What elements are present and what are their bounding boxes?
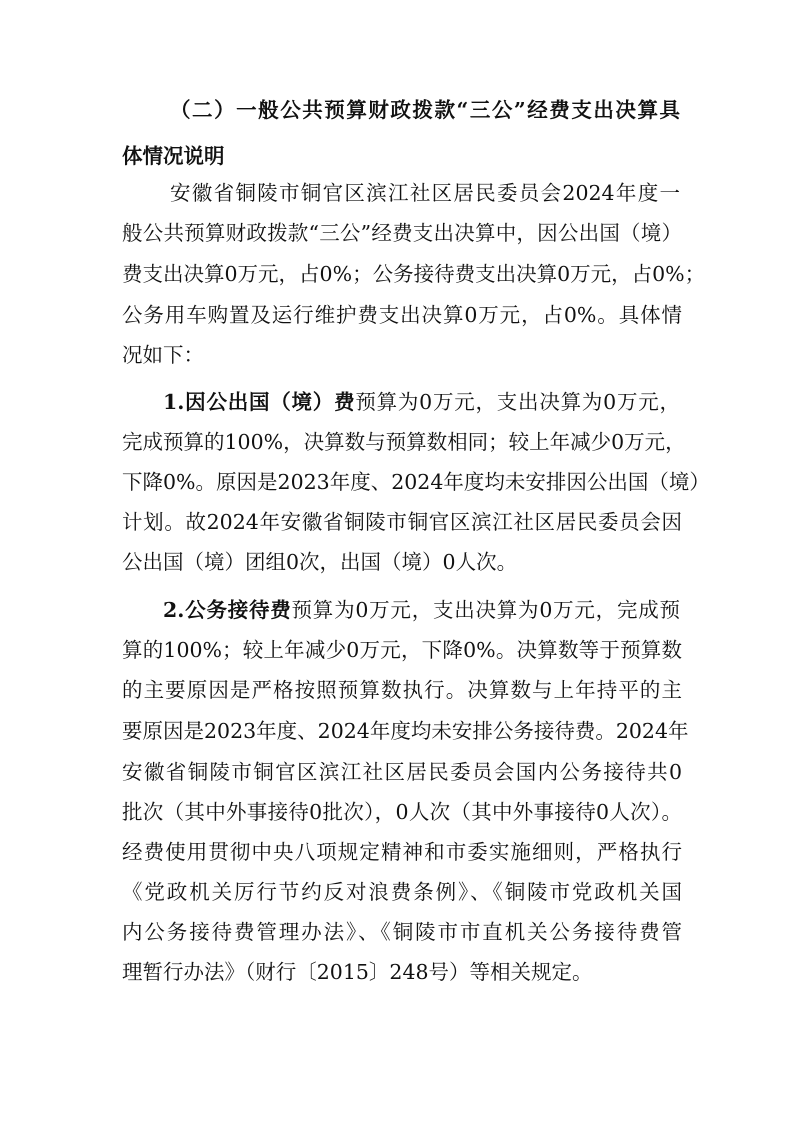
- item2-line: 算的100%；较上年减少0万元，下降0%。决算数等于预算数: [122, 638, 682, 662]
- item1-first-line: [163, 387, 680, 417]
- item1-line: 下降0%。原因是2023年度、2024年度均未安排因公出国（境）: [122, 470, 710, 494]
- item2-first-line: [163, 595, 680, 625]
- item2-first-line-text: 预算为0万元，支出决算为0万元，完成预: [291, 598, 680, 622]
- intro-paragraph-line: 费支出决算0万元，占0%；公务接待费支出决算0万元，占0%；: [122, 262, 706, 286]
- intro-paragraph-line: 般公共预算财政拨款“三公”经费支出决算中，因公出国（境）: [122, 221, 682, 245]
- item2-line: 经费使用贯彻中央八项规定精神和市委实施细则，严格执行: [122, 840, 682, 864]
- item2-line: 的主要原因是严格按照预算数执行。决算数与上年持平的主: [122, 678, 682, 702]
- section-heading-line-1: （二）一般公共预算财政拨款“三公”经费支出决算具: [170, 98, 680, 122]
- item2-line: 要原因是2023年度、2024年度均未安排公务接待费。2024年: [122, 719, 689, 743]
- item2-title: 2.公务接待费: [163, 598, 292, 622]
- intro-paragraph-line: 安徽省铜陵市铜官区滨江社区居民委员会2024年度一: [170, 181, 680, 205]
- item2-line: 批次（其中外事接待0批次），0人次（其中外事接待0人次）。: [122, 800, 682, 824]
- intro-paragraph-line: 公务用车购置及运行维护费支出决算0万元，占0%。具体情: [122, 303, 682, 327]
- item2-line: 内公务接待费管理办法》、《铜陵市市直机关公务接待费管: [122, 920, 682, 944]
- item1-title: 1.因公出国（境）费: [163, 390, 356, 414]
- item2-line: 安徽省铜陵市铜官区滨江社区居民委员会国内公务接待共0: [122, 760, 682, 784]
- item1-line: 计划。故2024年安徽省铜陵市铜官区滨江社区居民委员会因: [122, 510, 682, 534]
- item2-line: 《党政机关厉行节约反对浪费条例》、《铜陵市党政机关国: [122, 880, 682, 904]
- item1-first-line-text: 预算为0万元，支出决算为0万元，: [355, 390, 680, 414]
- item1-line: 完成预算的100%，决算数与预算数相同；较上年减少0万元，: [122, 430, 686, 454]
- item2-line: 理暂行办法》（财行〔2015〕248号）等相关规定。: [122, 960, 593, 984]
- section-heading-line-2: 体情况说明: [122, 144, 225, 168]
- intro-paragraph-line: 况如下：: [122, 343, 204, 367]
- item1-line: 公出国（境）团组0次，出国（境）0人次。: [122, 550, 518, 574]
